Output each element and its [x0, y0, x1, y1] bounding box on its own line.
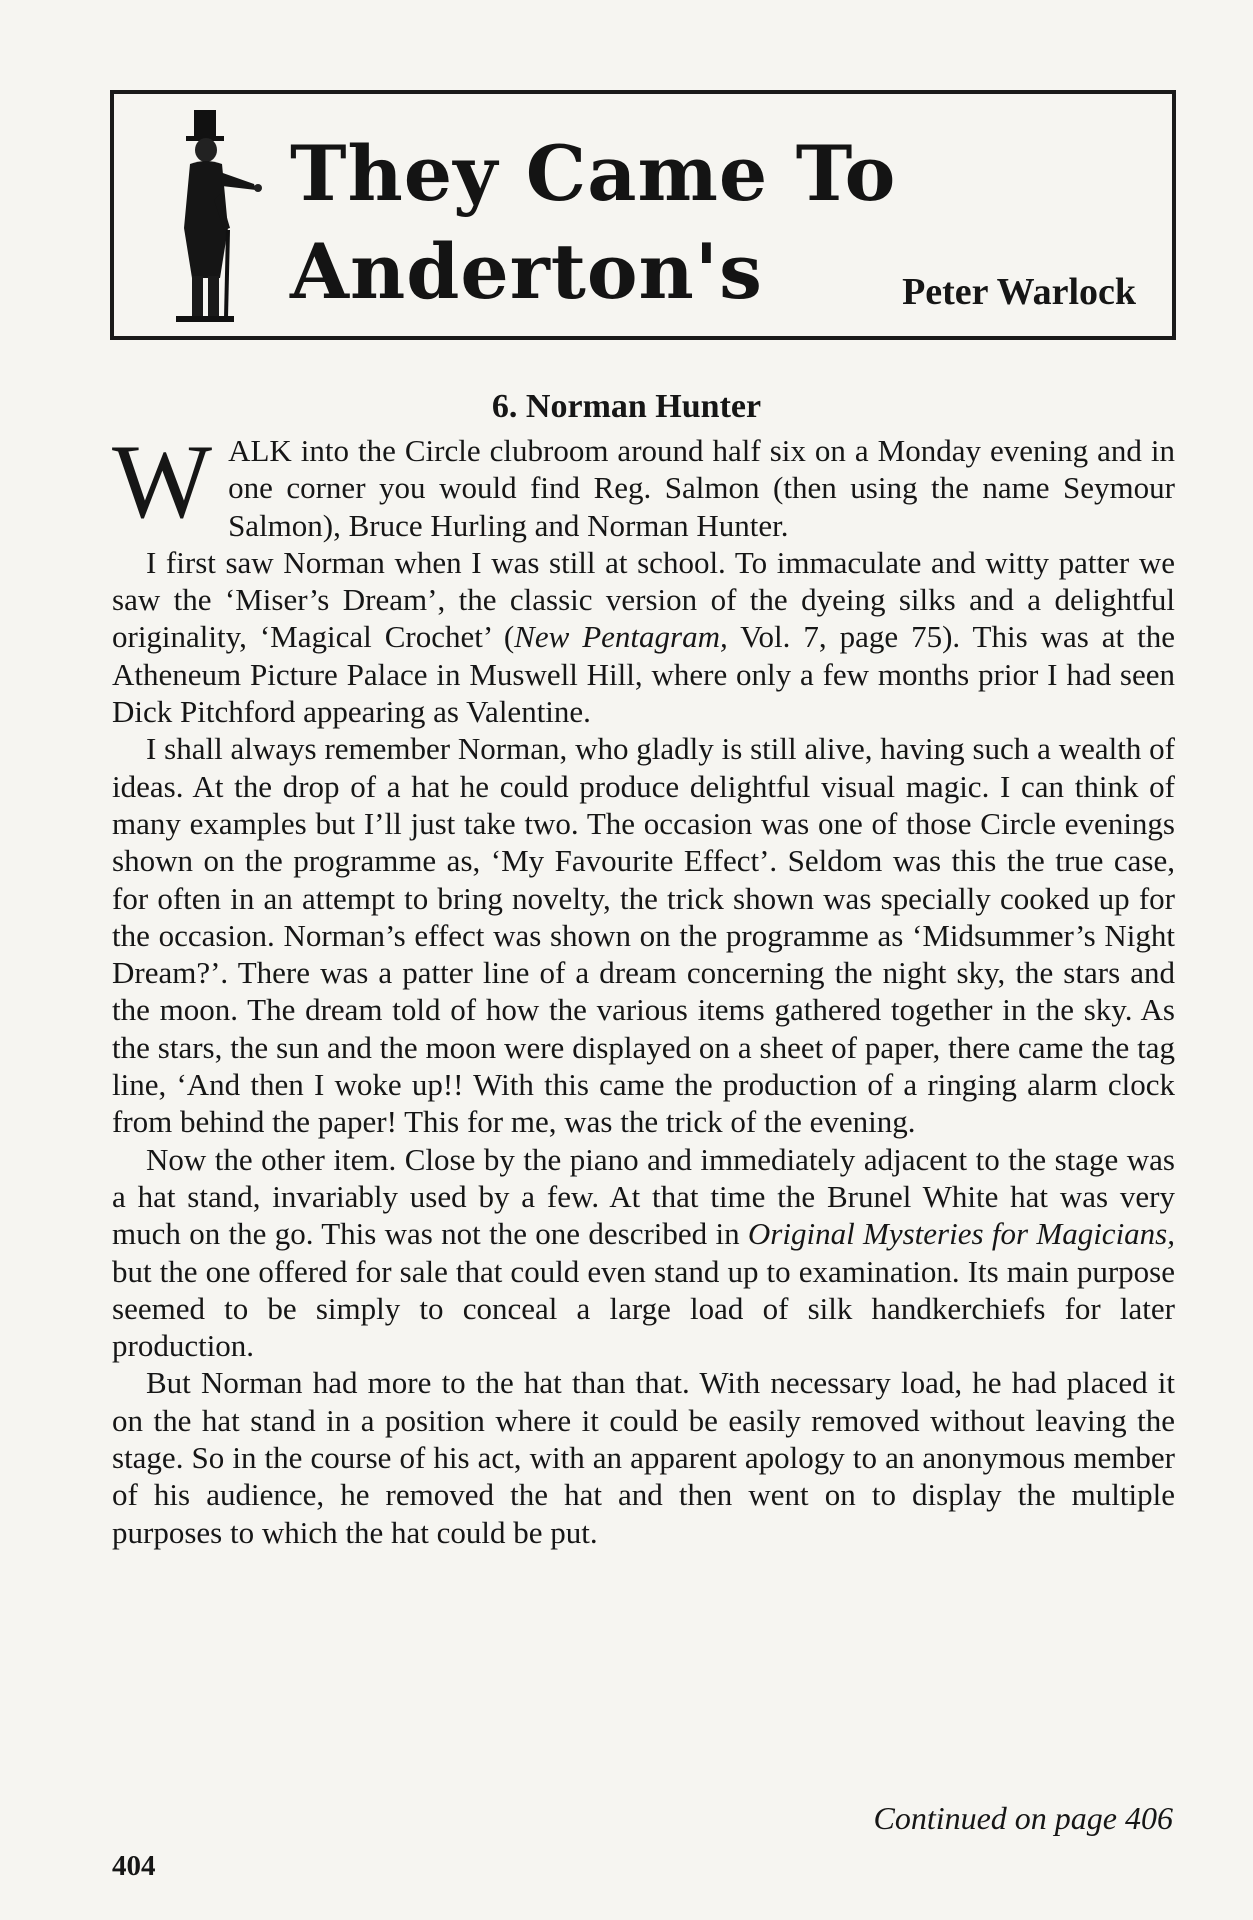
gentleman-figure-illustration [162, 108, 272, 328]
drop-cap: W [112, 423, 213, 540]
continued-note: Continued on page 406 [873, 1800, 1173, 1836]
section-title: 6. Norman Hunter [491, 388, 762, 425]
page-number: 404 [112, 1850, 156, 1882]
article-body [112, 423, 1176, 1551]
paragraph-1 [112, 423, 1175, 544]
paragraph-4-italic: Original Mysteries for Magicians, [747, 1216, 1175, 1252]
paragraph-1-text: ALK into the Circle clubroom around half six on a Monday evening and in one corner you would find Reg. Salmon (then using the name Seymour Salmon), Bruce Hurling and Norman Hunter. [228, 433, 1175, 543]
title-line-2: Anderton's [290, 227, 763, 316]
title-line-1: They Came To [290, 129, 897, 218]
paragraph-4-text-b: but the one offered for sale that could even stand up to examination. Its main purpose seemed to be simply to conceal a large load of silk handkerchiefs for later production. [112, 1253, 1175, 1364]
paragraph-2-italic: New Pentagram, [514, 619, 728, 655]
paragraph-2-text-a: I first saw Norman when I was still at school. To immaculate and witty patter we saw the ‘Miser’s Dream’, the classic version of the dyeing silks and a delightful originality, ‘Magical Crochet’ ( [112, 544, 1175, 655]
paragraph-3: I shall always remember Norman, who gladly is still alive, having such a wealth of ideas. At the drop of a hat he could produce delightful visual magic. I can think of many examples but I’ll just take two. The occasion was one of those Circle evenings shown on the programme as, ‘My Favourite Effect’. Seldom was this the true case, for often in an attempt to bring novelty, the trick shown was specially cooked up for the occasion. Norman’s effect was shown on the programme as ‘Midsummer’s Night Dream?’. There was a patter line of a dream concerning the night sky, the stars and the moon. The dream told of how the various items gathered together in the sky. As the stars, the sun and the moon were displayed on a sheet of paper, there came the tag line, ‘And then I woke up!! With this came the production of a ringing alarm clock from behind the paper! This for me, was the trick of the evening. [112, 731, 1175, 1140]
paragraph-5: But Norman had more to the hat than that. With necessary load, he had placed it on the hat stand in a position where it could be easily removed without leaving the stage. So in the course of his act, with an apparent apology to an anonymous member of his audience, he removed the hat and then went on to display the multiple purposes to which the hat could be put. [112, 1365, 1175, 1550]
author-name: Peter Warlock [902, 271, 1136, 313]
paragraph-4 [112, 1141, 1175, 1365]
paragraph-2-text-b: Vol. 7, page 75). This was at the Atheneum Picture Palace in Muswell Hill, where only a few months prior I had seen Dick Pitchford appearing as Valentine. [112, 619, 1176, 730]
header-box [110, 90, 1176, 340]
paragraph-2 [112, 544, 1175, 730]
paragraph-4-text-a: Now the other item. Close by the piano and immediately adjacent to the stage was a hat stand, invariably used by a few. At that time the Brunel White hat was very much on the go. This was not the one described in [112, 1141, 1175, 1252]
